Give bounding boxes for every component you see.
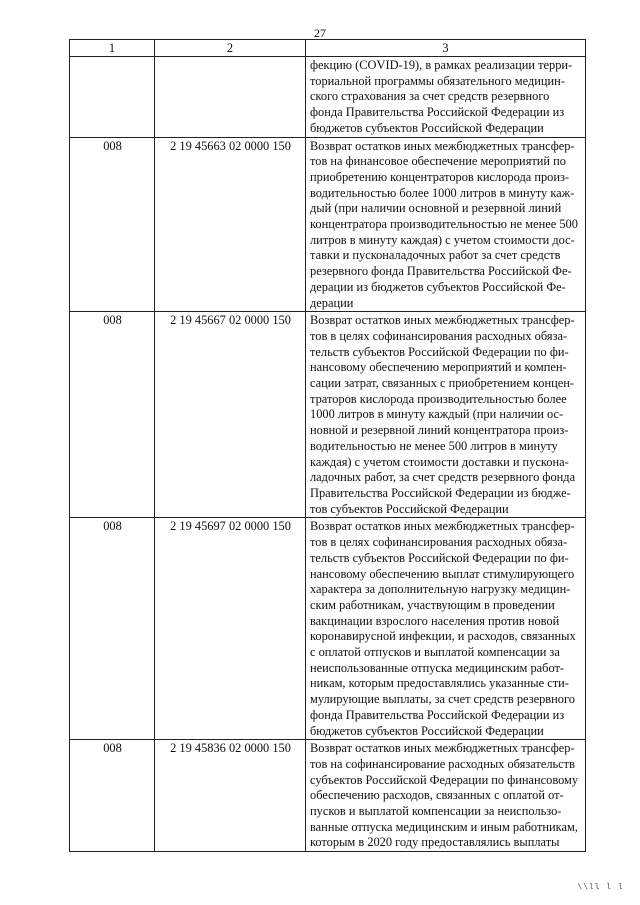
footer-mark: \\ll l l <box>577 882 624 891</box>
description-line: дерации из бюджетов субъектов Российской Фе- <box>310 279 566 294</box>
description-line: ским работникам, участвующим в проведении <box>310 597 555 612</box>
column-header-2: 2 <box>155 40 306 57</box>
description-line: Правительства Российской Федерации из бюдже- <box>310 485 571 500</box>
description-line: коронавирусной инфекции, и расходов, связанных <box>310 629 576 644</box>
description-line: тов субъектов Российской Федерации <box>310 501 509 516</box>
description-line: дерации <box>310 295 354 310</box>
description-line: Возврат остатков иных межбюджетных трансфер- <box>310 741 575 756</box>
description-line: тавки и пусконаладочных работ за счет средств <box>310 248 561 263</box>
table-row <box>70 57 586 138</box>
budget-code-cell: 2 19 45697 02 0000 150 <box>155 518 306 740</box>
description-line: Возврат остатков иных межбюджетных трансфер- <box>310 138 575 153</box>
description-line: каждая) с учетом стоимости доставки и пускона- <box>310 454 569 469</box>
description-line: литров в минуту каждая) с учетом стоимости дос- <box>310 232 575 247</box>
description-line: ладочных работ, за счет средств резервного фонда <box>310 470 576 485</box>
budget-code-cell: 2 19 45836 02 0000 150 <box>155 740 306 852</box>
description-line: мулирующие выплаты, за счет средств резервного <box>310 692 575 707</box>
description-line: тов в целях софинансирования расходных обяза- <box>310 328 568 343</box>
description-line: тов на финансовое обеспечение мероприятий по <box>310 154 566 169</box>
table-row <box>70 740 586 852</box>
description-line: никам, которым предоставлялись указанные сти- <box>310 676 569 691</box>
description-line: ториальной программы обязательного медицин- <box>310 73 565 88</box>
description-line: нансовому обеспечению мероприятий и компен- <box>310 360 567 375</box>
description-line: бюджетов субъектов Российской Федерации <box>310 723 544 738</box>
description-line: ванные отпуска медицинским и иным работникам, <box>310 819 578 834</box>
description-line: характера за дополнительную нагрузку медицин- <box>310 582 571 597</box>
description-line: ского страхования за счет средств резервного <box>310 89 550 104</box>
admin-code-cell <box>70 57 155 138</box>
description-line: 1000 литров в минуту каждый (при наличии ос- <box>310 407 564 422</box>
description-cell <box>306 740 586 852</box>
description-line: дый (при наличии основной и резервной линий <box>310 201 562 216</box>
description-line: обеспечению расходов, связанных с оплатой от- <box>310 788 564 803</box>
column-header-3: 3 <box>306 40 586 57</box>
description-line: резервного фонда Правительства Российской Фе- <box>310 264 572 279</box>
table-row <box>70 518 586 740</box>
description-line: которым в 2020 году предоставлялись выплаты <box>310 835 560 850</box>
description-line: траторов кислорода производительностью более <box>310 391 567 406</box>
table-row <box>70 312 586 518</box>
budget-codes-table <box>69 39 586 852</box>
description-line: нансовому обеспечению выплат стимулирующего <box>310 566 575 581</box>
description-line: вакцинации взрослого населения против новой <box>310 613 560 628</box>
description-line: бюджетов субъектов Российской Федерации <box>310 120 544 135</box>
description-line: субъектов Российской Федерации по финансовому <box>310 772 579 787</box>
description-line: с оплатой отпусков и выплатой компенсации за <box>310 645 560 660</box>
description-cell <box>306 57 586 138</box>
column-header-1: 1 <box>70 40 155 57</box>
description-line: концентратора производительностью не менее 500 <box>310 217 578 232</box>
description-line: новной и резервной линий концентратора произ- <box>310 423 569 438</box>
table-header-row <box>70 40 586 57</box>
admin-code-cell: 008 <box>70 312 155 518</box>
description-line: тов в целях софинансирования расходных обяза- <box>310 535 568 550</box>
description-line: водительностью не менее 500 литров в минуту <box>310 438 558 453</box>
description-line: Возврат остатков иных межбюджетных трансфер- <box>310 313 575 328</box>
budget-code-cell: 2 19 45663 02 0000 150 <box>155 137 306 312</box>
description-line: тельств субъектов Российской Федерации по фи- <box>310 344 569 359</box>
description-line: неиспользованные отпуска медицинским работ- <box>310 660 565 675</box>
description-line: фекцию (COVID-19), в рамках реализации терри- <box>310 58 573 72</box>
description-line: фонда Правительства Российской Федерации из <box>310 105 565 120</box>
table-row <box>70 137 586 312</box>
description-line: фонда Правительства Российской Федерации из <box>310 707 565 722</box>
budget-code-cell: 2 19 45667 02 0000 150 <box>155 312 306 518</box>
description-line: приобретению концентраторов кислорода произ- <box>310 169 570 184</box>
description-cell <box>306 137 586 312</box>
description-line: тельств субъектов Российской Федерации по фи- <box>310 550 569 565</box>
admin-code-cell: 008 <box>70 518 155 740</box>
description-line: сации затрат, связанных с приобретением концен- <box>310 376 574 391</box>
admin-code-cell: 008 <box>70 740 155 852</box>
budget-code-cell <box>155 57 306 138</box>
description-line: пусков и выплатой компенсации за неиспользо- <box>310 804 562 819</box>
description-line: водительностью более 1000 литров в минуту каж- <box>310 185 575 200</box>
admin-code-cell: 008 <box>70 137 155 312</box>
description-line: тов на софинансирование расходных обязательств <box>310 756 575 771</box>
description-cell <box>306 312 586 518</box>
page-number: 27 <box>314 26 326 40</box>
description-line: Возврат остатков иных межбюджетных трансфер- <box>310 519 575 534</box>
description-cell <box>306 518 586 740</box>
